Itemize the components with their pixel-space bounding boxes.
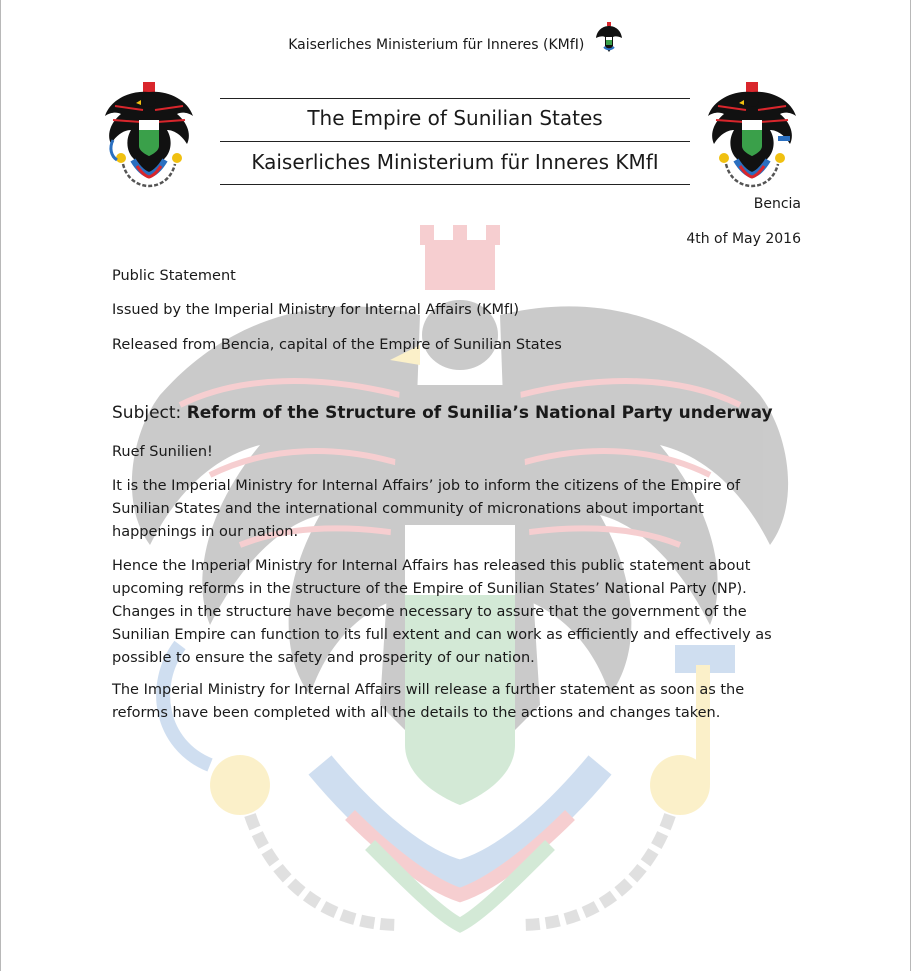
banner-rule-top [220, 98, 690, 99]
subject-prefix: Subject: [112, 403, 187, 423]
eagle-coat-of-arms-left-icon [103, 80, 195, 192]
date-line: 4th of May 2016 [686, 231, 801, 247]
intro-public-statement: Public Statement [112, 268, 236, 284]
eagle-coat-of-arms-right-icon [702, 80, 802, 192]
document-header [0, 28, 911, 54]
banner-rule-middle [220, 141, 690, 142]
eagle-emblem-icon [595, 22, 623, 56]
banner-subtitle: Kaiserliches Ministerium für Inneres KMfI [251, 150, 659, 174]
subject-line [112, 403, 773, 423]
banner-rule-bottom [220, 184, 690, 185]
header-ministry-name: Kaiserliches Ministerium für Inneres (KMfI) [288, 37, 585, 53]
intro-released-from: Released from Bencia, capital of the Empire of Sunilian States [112, 337, 562, 353]
greeting: Ruef Sunilien! [112, 444, 213, 460]
banner-title: The Empire of Sunilian States [307, 106, 603, 130]
intro-issued-by: Issued by the Imperial Ministry for Internal Affairs (KMfI) [112, 302, 519, 318]
paragraph-3: The Imperial Ministry for Internal Affairs will release a further statement as soon as the reforms have been completed with all the details to the actions and changes taken. [112, 682, 745, 721]
page-border-left [0, 0, 1, 971]
paragraph-2: Hence the Imperial Ministry for Internal Affairs has released this public statement about upcoming reforms in the structure of the Empire of Sunilian States’ National Party (NP). Changes in the structure have become necessary to assure that the government of the Sunilian Empire can function to its full extent and can work as efficiently and effectively as possible to ensure the safety and prosperity of our nation. [112, 558, 772, 666]
paragraph-1: It is the Imperial Ministry for Internal Affairs’ job to inform the citizens of the Empire of Sunilian States and the international community of micronations about important happenings in our nation. [112, 478, 741, 540]
place-line: Bencia [753, 196, 801, 212]
subject-title: Reform of the Structure of Sunilia’s National Party underway [186, 403, 773, 423]
